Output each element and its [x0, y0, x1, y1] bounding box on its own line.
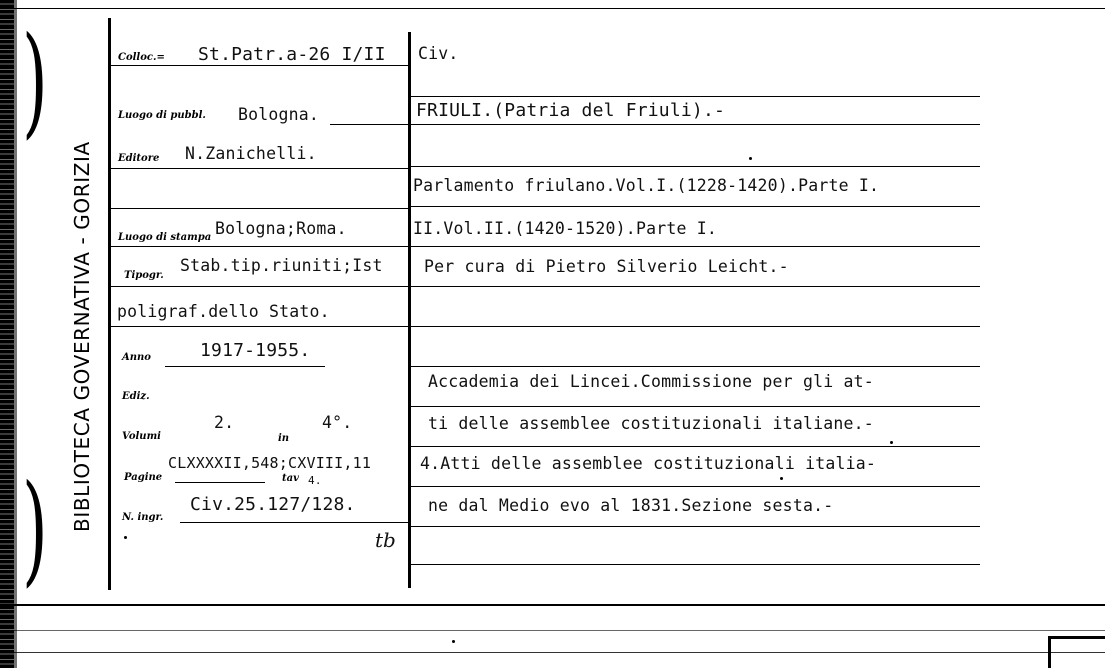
collocation-value: St.Patr.a-26 I/II: [198, 44, 386, 65]
series-line-1: Accademia dei Lincei.Commissione per gli at-: [428, 372, 874, 391]
title-line-2: II.Vol.II.(1420-1520).Parte I.: [413, 219, 718, 238]
card-bottom-edge: [0, 652, 1105, 653]
rule-right-10: [410, 446, 980, 447]
scan-left-edge: [0, 0, 14, 668]
rule-right-13: [410, 564, 980, 565]
subject-heading: FRIULI.(Patria del Friuli).-: [416, 100, 726, 121]
rule-right-2: [410, 124, 980, 125]
column-divider: [408, 32, 411, 588]
rule-luogo-stampa: [110, 246, 410, 247]
rule-colloc: [110, 65, 410, 66]
label-pagine: Pagine: [124, 472, 163, 483]
rule-right-7: [410, 326, 980, 327]
rule-pagine: [175, 482, 265, 483]
title-line-3: Per cura di Pietro Silverio Leicht.-: [424, 257, 789, 276]
label-luogo-pubbl: Luogo di pubbl.: [118, 110, 206, 121]
scan-left-edge-shadow: [14, 0, 17, 668]
rule-tipogr-cont: [110, 326, 410, 327]
rule-right-3: [410, 166, 980, 167]
anno-value: 1917-1955.: [200, 340, 311, 361]
top-bracket: ): [22, 12, 48, 151]
format-value: 4°.: [322, 413, 353, 432]
luogo-stampa-value: Bologna;Roma.: [215, 219, 347, 238]
speck: [780, 477, 783, 480]
top-border: [0, 8, 1105, 9]
rule-right-4: [410, 206, 980, 207]
rule-tipogr: [110, 286, 410, 287]
rule-right-5: [410, 246, 980, 247]
collocation-suffix: Civ.: [418, 44, 459, 63]
label-tav: tav: [282, 473, 299, 484]
label-editore: Editore: [118, 153, 160, 164]
label-ediz: Ediz.: [122, 391, 150, 402]
editore-value: N.Zanichelli.: [185, 144, 317, 163]
rule-right-1: [410, 96, 980, 97]
label-luogo-stampa: Luogo di stampa: [118, 232, 212, 243]
luogo-pubbl-value: Bologna.: [238, 105, 320, 124]
tav-value: 4.: [308, 474, 322, 487]
card-bottom-rule: [0, 604, 1105, 606]
speck: [749, 157, 752, 160]
library-stamp: BIBLIOTECA GOVERNATIVA - GORIZIA: [70, 141, 94, 532]
rule-right-8: [410, 366, 980, 367]
speck: [452, 640, 455, 643]
rule-right-11: [410, 486, 980, 487]
rule-n-ingr: [180, 522, 410, 523]
rule-luogo: [330, 124, 410, 125]
corner-tick-h: [1048, 636, 1105, 639]
volumi-value: 2.: [214, 413, 235, 432]
tipografia-value: Stab.tip.riuniti;Ist: [180, 256, 383, 275]
cataloguer-initials: tb: [375, 528, 396, 552]
rule-anno: [165, 366, 325, 367]
series-line-2: ti delle assemblee costituzionali italiane.-: [428, 414, 874, 433]
label-colloc: Colloc.=: [118, 52, 165, 63]
bottom-bracket: ): [22, 460, 48, 599]
label-tipogr: Tipogr.: [124, 270, 164, 281]
speck: [890, 441, 893, 444]
label-n-ingr: N. ingr.: [122, 512, 164, 523]
rule-right-9: [410, 406, 980, 407]
title-line-1: Parlamento friulano.Vol.I.(1228-1420).Parte I.: [413, 176, 880, 195]
left-margin-rule: [108, 18, 111, 590]
corner-tick: [1048, 636, 1051, 668]
pagine-value: CLXXXXII,548;CXVIII,11: [168, 454, 372, 472]
rule-right-12: [410, 526, 980, 527]
card-lower-rule: [0, 630, 1105, 631]
rule-editore: [110, 168, 410, 169]
rule-blank: [110, 208, 410, 209]
rule-right-6: [410, 286, 980, 287]
speck: [124, 536, 127, 539]
tipografia-value-cont: poligraf.dello Stato.: [117, 302, 330, 321]
label-in: in: [278, 433, 290, 444]
series-line-3: 4.Atti delle assemblee costituzionali italia-: [420, 454, 877, 473]
label-volumi: Volumi: [122, 431, 161, 442]
n-ingr-value: Civ.25.127/128.: [190, 494, 356, 515]
series-line-4: ne dal Medio evo al 1831.Sezione sesta.-: [428, 496, 834, 515]
label-anno: Anno: [122, 352, 151, 363]
